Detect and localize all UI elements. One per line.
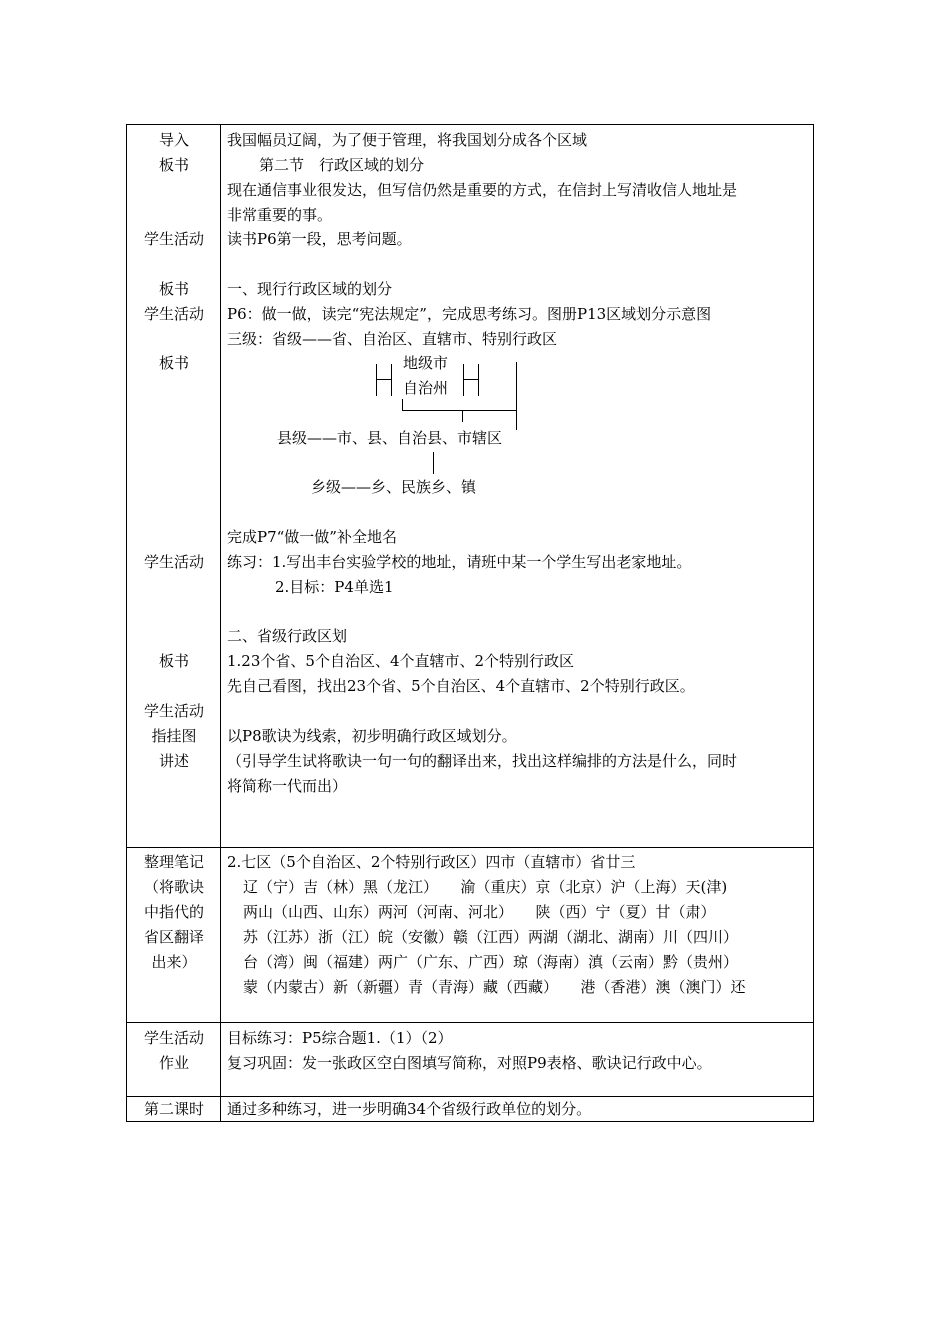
- table-row: [127, 125, 813, 847]
- text-line: 目标练习：P5综合题1.（1）（2）: [227, 1029, 453, 1047]
- left-label: 板书: [158, 652, 189, 670]
- diagram-line: [376, 379, 391, 380]
- left-label: 导入: [158, 131, 189, 149]
- diagram-line: [376, 364, 377, 396]
- left-label: 讲述: [158, 752, 189, 770]
- left-label: 学生活动: [143, 702, 204, 720]
- text-line: 通过多种练习，进一步明确34个省级行政单位的划分。: [227, 1100, 592, 1118]
- left-label: 板书: [158, 354, 189, 372]
- text-line: P6：做一做，读完“宪法规定”，完成思考练习。图册P13区域划分示意图: [227, 305, 712, 323]
- diagram-line: [402, 410, 516, 411]
- right-cell: [221, 848, 813, 1022]
- text-line: 两山（山西、山东）两河（河南、河北） 陕（西）宁（夏）甘（肃）: [243, 903, 716, 921]
- text-line: 非常重要的事。: [227, 206, 333, 224]
- heading-line: 一、现行行政区域的划分: [227, 280, 393, 298]
- left-label: 省区翻译: [143, 928, 204, 946]
- text-line: 蒙（内蒙古）新（新疆）青（青海）藏（西藏） 港（香港）澳（澳门）还: [243, 978, 746, 996]
- text-line: 先自己看图，找出23个省、5个自治区、4个直辖市、2个特别行政区。: [227, 677, 695, 695]
- text-line: 台（湾）闽（福建）两广（广东、广西）琼（海南）滇（云南）黔（贵州）: [243, 953, 739, 971]
- left-cell: [127, 848, 221, 1022]
- left-label: 出来）: [151, 953, 197, 971]
- left-label: 指挂图: [151, 727, 197, 745]
- diagram-label-county: 县级——市、县、自治县、市辖区: [277, 429, 503, 447]
- table-row: [127, 1096, 813, 1121]
- heading-line: 二、省级行政区划: [227, 627, 348, 645]
- section-title: 第二节 行政区域的划分: [259, 156, 425, 174]
- diagram-line: [478, 364, 479, 396]
- table-row: [127, 847, 813, 1022]
- text-line: 辽（宁）吉（林）黑（龙江） 渝（重庆）京（北京）沪（上海）天(津): [243, 878, 728, 896]
- left-label: 中指代的: [143, 903, 204, 921]
- text-line: 三级：省级——省、自治区、直辖市、特别行政区: [227, 330, 558, 348]
- left-label: 整理笔记: [143, 853, 204, 871]
- text-line: 以P8歌诀为线索，初步明确行政区域划分。: [227, 727, 517, 745]
- table-row: [127, 1022, 813, 1096]
- left-label: 板书: [158, 156, 189, 174]
- right-cell: [221, 1097, 813, 1121]
- diagram-line: [516, 362, 517, 430]
- text-line: 我国幅员辽阔，为了便于管理，将我国划分成各个区域: [227, 131, 588, 149]
- left-cell: [127, 1023, 221, 1096]
- right-cell: [221, 125, 813, 847]
- diagram-line: [462, 410, 463, 422]
- lesson-table: [126, 124, 814, 1122]
- diagram-label-town: 乡级——乡、民族乡、镇: [311, 478, 477, 496]
- text-line: 练习：1.写出丰台实验学校的地址，请班中某一个学生写出老家地址。: [227, 553, 692, 571]
- left-label: （将歌诀: [143, 878, 204, 896]
- text-line: 复习巩固：发一张政区空白图填写简称，对照P9表格、歌诀记行政中心。: [227, 1054, 712, 1072]
- text-line: （引导学生试将歌诀一句一句的翻译出来，找出这样编排的方法是什么，同时: [227, 752, 738, 770]
- left-cell: [127, 1097, 221, 1121]
- diagram-line: [463, 379, 478, 380]
- text-line: 2.七区（5个自治区、2个特别行政区）四市（直辖市）省廿三: [227, 853, 636, 871]
- text-line: 将简称一代而出）: [227, 777, 348, 795]
- text-line: 2.目标：P4单选1: [275, 578, 394, 596]
- diagram-line: [391, 364, 392, 396]
- diagram-line: [433, 452, 434, 474]
- left-label: 第二课时: [143, 1100, 204, 1118]
- left-label: 作业: [158, 1054, 189, 1072]
- diagram-label-zzz: 自治州: [403, 379, 449, 397]
- left-label: 学生活动: [143, 1029, 204, 1047]
- text-line: 苏（江苏）浙（江）皖（安徽）赣（江西）两湖（湖北、湖南）川（四川）: [243, 928, 739, 946]
- text-line: 1.23个省、5个自治区、4个直辖市、2个特别行政区: [227, 652, 575, 670]
- text-line: 完成P7“做一做”补全地名: [227, 528, 397, 546]
- text-line: 读书P6第一段，思考问题。: [227, 230, 412, 248]
- left-label: 学生活动: [143, 305, 204, 323]
- right-cell: [221, 1023, 813, 1096]
- left-label: 板书: [158, 280, 189, 298]
- text-line: 现在通信事业很发达，但写信仍然是重要的方式，在信封上写清收信人地址是: [227, 181, 738, 199]
- left-label: 学生活动: [143, 553, 204, 571]
- diagram-label-city: 地级市: [403, 354, 449, 372]
- left-label: 学生活动: [143, 230, 204, 248]
- left-cell: [127, 125, 221, 847]
- diagram-line: [463, 364, 464, 396]
